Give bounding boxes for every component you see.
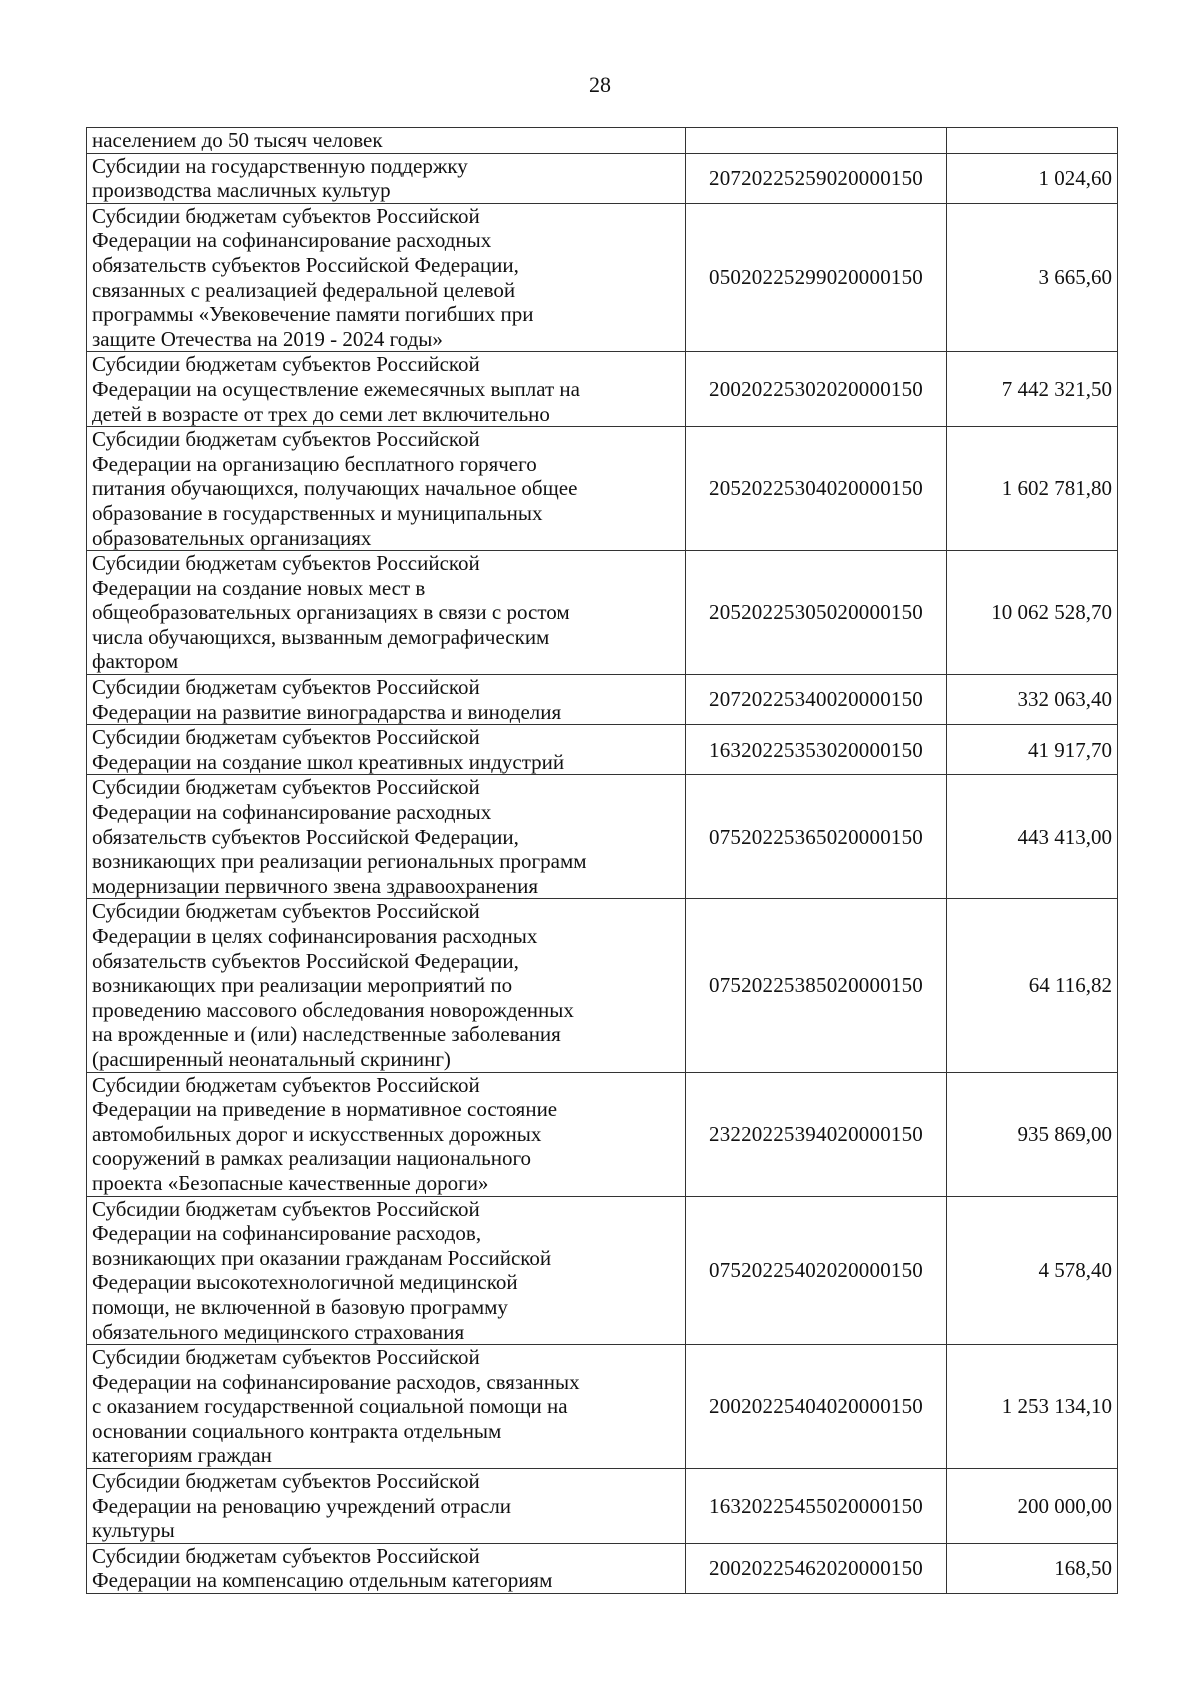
- row-description: [87, 1469, 686, 1544]
- description-line: основании социального контракта отдельным: [92, 1418, 502, 1443]
- description-line: Субсидии бюджетам субъектов Российской: [92, 352, 480, 377]
- table-row: [87, 1196, 1118, 1345]
- description-line: программы «Увековечение памяти погибших при: [92, 302, 534, 327]
- row-description: [87, 427, 686, 551]
- row-description: [87, 899, 686, 1072]
- description-line: культуры: [92, 1518, 175, 1543]
- budget-code: 16320225455020000150: [686, 1469, 947, 1544]
- description-line: образовательных организациях: [92, 525, 372, 550]
- amount: 1 253 134,10: [947, 1345, 1118, 1469]
- table-row: [87, 775, 1118, 899]
- table-row: [87, 153, 1118, 203]
- table-row: [87, 675, 1118, 725]
- description-line: Федерации на осуществление ежемесячных выплат на: [92, 376, 580, 401]
- budget-code: 20020225404020000150: [686, 1345, 947, 1469]
- description-line: Федерации на организацию бесплатного горячего: [92, 451, 537, 476]
- description-line: модернизации первичного звена здравоохранения: [92, 873, 539, 898]
- description-line: Субсидии бюджетам субъектов Российской: [92, 725, 480, 750]
- page-number: 28: [589, 72, 611, 97]
- description-line: обязательств субъектов Российской Федерации,: [92, 824, 519, 849]
- description-line: числа обучающихся, вызванным демографическим: [92, 624, 550, 649]
- description-line: производства масличных культур: [92, 178, 391, 203]
- table-row: [87, 427, 1118, 551]
- description-line: Федерации на компенсацию отдельным категориям: [92, 1568, 553, 1593]
- table-row: [87, 352, 1118, 427]
- budget-code: 07520225402020000150: [686, 1196, 947, 1345]
- description-line: обязательств субъектов Российской Федерации,: [92, 252, 519, 277]
- description-line: Субсидии на государственную поддержку: [92, 153, 468, 178]
- budget-code: [686, 128, 947, 154]
- budget-code: 20020225302020000150: [686, 352, 947, 427]
- description-line: Субсидии бюджетам субъектов Российской: [92, 899, 480, 924]
- table-row: [87, 1543, 1118, 1593]
- description-line: Федерации на создание школ креативных индустрий: [92, 749, 565, 774]
- description-line: детей в возрасте от трех до семи лет включительно: [92, 401, 550, 426]
- amount: 1 024,60: [947, 153, 1118, 203]
- budget-code: 20720225259020000150: [686, 153, 947, 203]
- table-row: [87, 1345, 1118, 1469]
- row-description: [87, 128, 686, 154]
- amount: 935 869,00: [947, 1072, 1118, 1196]
- row-description: [87, 1196, 686, 1345]
- description-line: Субсидии бюджетам субъектов Российской: [92, 551, 480, 576]
- table-body: [87, 128, 1118, 1594]
- description-line: Федерации на реновацию учреждений отрасли: [92, 1493, 512, 1518]
- description-line: проведению массового обследования новорожденных: [92, 997, 574, 1022]
- description-line: Субсидии бюджетам субъектов Российской: [92, 1543, 480, 1568]
- description-line: обязательного медицинского страхования: [92, 1319, 465, 1344]
- description-line: Субсидии бюджетам субъектов Российской: [92, 1469, 480, 1494]
- description-line: возникающих при оказании гражданам Российской: [92, 1245, 552, 1270]
- description-line: Субсидии бюджетам субъектов Российской: [92, 675, 480, 700]
- description-line: фактором: [92, 649, 179, 674]
- budget-code: 20720225340020000150: [686, 675, 947, 725]
- description-line: (расширенный неонатальный скрининг): [92, 1046, 451, 1071]
- description-line: Субсидии бюджетам субъектов Российской: [92, 203, 480, 228]
- description-line: Субсидии бюджетам субъектов Российской: [92, 1345, 480, 1370]
- amount: 200 000,00: [947, 1469, 1118, 1544]
- budget-code: 05020225299020000150: [686, 203, 947, 352]
- table-row: [87, 1072, 1118, 1196]
- table-row: [87, 203, 1118, 352]
- amount: 443 413,00: [947, 775, 1118, 899]
- amount: 4 578,40: [947, 1196, 1118, 1345]
- budget-code: 20020225462020000150: [686, 1543, 947, 1593]
- description-line: возникающих при реализации мероприятий по: [92, 973, 513, 998]
- description-line: населением до 50 тысяч человек: [92, 128, 383, 152]
- table-row: [87, 551, 1118, 675]
- row-description: [87, 1543, 686, 1593]
- description-line: общеобразовательных организациях в связи с ростом: [92, 600, 570, 625]
- amount: 3 665,60: [947, 203, 1118, 352]
- row-description: [87, 352, 686, 427]
- description-line: Федерации на софинансирование расходных: [92, 228, 492, 253]
- description-line: Федерации высокотехнологичной медицинской: [92, 1270, 518, 1295]
- description-line: проекта «Безопасные качественные дороги»: [92, 1170, 489, 1195]
- row-description: [87, 551, 686, 675]
- budget-code: 23220225394020000150: [686, 1072, 947, 1196]
- description-line: сооружений в рамках реализации национального: [92, 1146, 532, 1171]
- table-row: [87, 1469, 1118, 1544]
- description-line: категориям граждан: [92, 1443, 272, 1468]
- description-line: автомобильных дорог и искусственных дорожных: [92, 1121, 542, 1146]
- description-line: Федерации на софинансирование расходных: [92, 800, 492, 825]
- description-line: Федерации на создание новых мест в: [92, 575, 426, 600]
- row-description: [87, 1072, 686, 1196]
- description-line: Субсидии бюджетам субъектов Российской: [92, 1072, 480, 1097]
- description-line: на врожденные и (или) наследственные заболевания: [92, 1022, 561, 1047]
- amount: [947, 128, 1118, 154]
- amount: 41 917,70: [947, 725, 1118, 775]
- table-row: [87, 899, 1118, 1072]
- amount: 7 442 321,50: [947, 352, 1118, 427]
- row-description: [87, 725, 686, 775]
- amount: 64 116,82: [947, 899, 1118, 1072]
- description-line: Федерации на софинансирование расходов,: [92, 1221, 482, 1246]
- description-line: связанных с реализацией федеральной целевой: [92, 277, 516, 302]
- amount: 168,50: [947, 1543, 1118, 1593]
- row-description: [87, 203, 686, 352]
- amount: 332 063,40: [947, 675, 1118, 725]
- description-line: образование в государственных и муниципальных: [92, 500, 543, 525]
- description-line: Субсидии бюджетам субъектов Российской: [92, 427, 480, 452]
- description-line: помощи, не включенной в базовую программу: [92, 1294, 508, 1319]
- row-description: [87, 775, 686, 899]
- description-line: питания обучающихся, получающих начальное общее: [92, 476, 578, 501]
- budget-table: [86, 127, 1118, 1594]
- row-description: [87, 675, 686, 725]
- description-line: с оказанием государственной социальной помощи на: [92, 1394, 568, 1419]
- budget-code: 16320225353020000150: [686, 725, 947, 775]
- description-line: Субсидии бюджетам субъектов Российской: [92, 1196, 480, 1221]
- amount: 1 602 781,80: [947, 427, 1118, 551]
- table-row: [87, 128, 1118, 154]
- description-line: Субсидии бюджетам субъектов Российской: [92, 775, 480, 800]
- budget-code: 20520225304020000150: [686, 427, 947, 551]
- description-line: возникающих при реализации региональных программ: [92, 849, 587, 874]
- row-description: [87, 1345, 686, 1469]
- budget-code: 07520225365020000150: [686, 775, 947, 899]
- description-line: Федерации на приведение в нормативное состояние: [92, 1097, 558, 1122]
- amount: 10 062 528,70: [947, 551, 1118, 675]
- row-description: [87, 153, 686, 203]
- budget-code: 20520225305020000150: [686, 551, 947, 675]
- table-row: [87, 725, 1118, 775]
- description-line: обязательств субъектов Российской Федерации,: [92, 948, 519, 973]
- description-line: Федерации на развитие виноградарства и виноделия: [92, 699, 562, 724]
- description-line: защите Отечества на 2019 - 2024 годы»: [92, 326, 443, 351]
- budget-code: 07520225385020000150: [686, 899, 947, 1072]
- description-line: Федерации на софинансирование расходов, связанных: [92, 1369, 580, 1394]
- description-line: Федерации в целях софинансирования расходных: [92, 924, 538, 948]
